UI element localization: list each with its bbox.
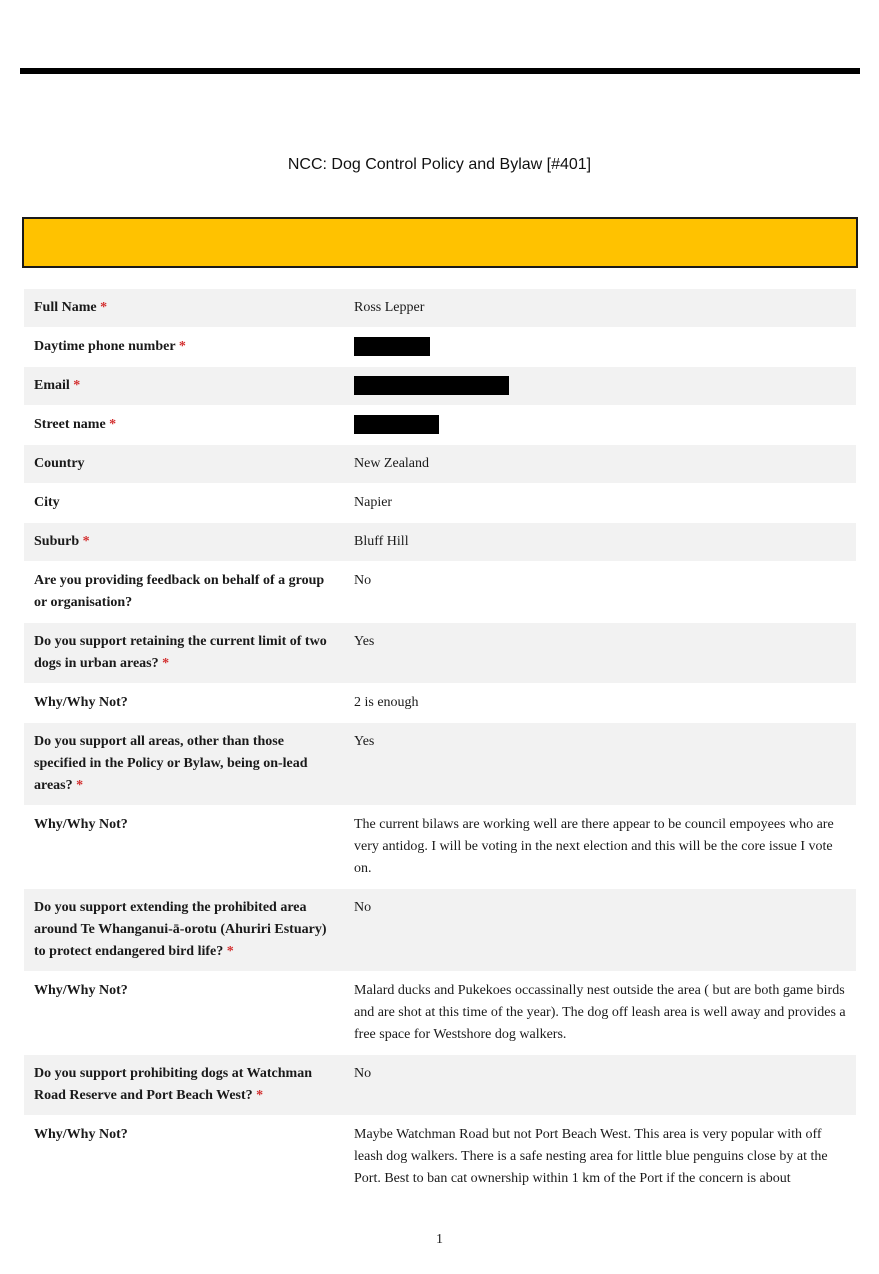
field-value: Malard ducks and Pukekoes occassinally nest outside the area ( but are both game birds and are shot at this time of the year). The dog off leash area is well away and provides a free space for Westshore dog walkers. [354, 983, 846, 1042]
table-row [24, 1116, 856, 1199]
required-marker: * [73, 378, 81, 393]
field-label: Daytime phone number * [34, 339, 186, 354]
table-row [24, 972, 856, 1055]
table-row [24, 723, 856, 806]
table-row [24, 684, 856, 723]
field-value: No [354, 1066, 372, 1081]
redaction-block [354, 337, 430, 356]
field-label: Do you support prohibiting dogs at Watchman Road Reserve and Port Beach West? * [34, 1066, 312, 1103]
field-value: Maybe Watchman Road but not Port Beach West. This area is very popular with off leash dog walkers. There is a safe nesting area for little blue penguins close by at the Port. Best to ban cat ownership within 1 km of the Port if the concern is about [354, 1127, 828, 1186]
required-marker: * [76, 778, 84, 793]
field-label: Street name * [34, 417, 117, 432]
field-value [344, 367, 856, 405]
field-label: Do you support all areas, other than those specified in the Policy or Bylaw, being on-lead areas? * [34, 734, 308, 793]
field-label: Full Name * [34, 300, 108, 315]
field-label: Why/Why Not? [34, 1127, 128, 1142]
field-value: The current bilaws are working well are there appear to be council empoyees who are very antidog. I will be voting in the next election and this will be the core issue I vote on. [354, 817, 834, 876]
field-label: Suburb * [34, 534, 90, 549]
field-label: Why/Why Not? [34, 695, 128, 710]
section-banner [22, 217, 858, 268]
field-value: No [354, 900, 372, 915]
field-label: Do you support extending the prohibited area around Te Whanganui-ā-orotu (Ahuriri Estuary) to protect endangered bird life? * [34, 900, 327, 959]
table-row [24, 523, 856, 562]
table-row [24, 806, 856, 889]
table-row [24, 623, 856, 684]
field-value: Ross Lepper [354, 300, 425, 315]
page-number: 1 [436, 1232, 443, 1247]
field-label: City [34, 495, 60, 510]
field-value: Yes [354, 734, 375, 749]
submission-table [24, 289, 856, 1199]
required-marker: * [256, 1088, 264, 1103]
table-row [24, 445, 856, 484]
field-label: Why/Why Not? [34, 983, 128, 998]
document-title: NCC: Dog Control Policy and Bylaw [#401] [287, 156, 592, 173]
redaction-block [354, 376, 509, 395]
table-row [24, 889, 856, 972]
required-marker: * [178, 339, 186, 354]
field-label: Country [34, 456, 85, 471]
table-row [24, 1055, 856, 1116]
required-marker: * [162, 656, 170, 671]
field-value [344, 406, 856, 444]
table-row [24, 328, 856, 367]
field-value: Yes [354, 634, 375, 649]
header-rule [20, 68, 860, 74]
required-marker: * [82, 534, 90, 549]
table-row [24, 406, 856, 445]
field-value: 2 is enough [354, 695, 419, 710]
table-row [24, 484, 856, 523]
redaction-block [354, 415, 439, 434]
required-marker: * [109, 417, 117, 432]
field-label: Are you providing feedback on behalf of a group or organisation? [34, 573, 325, 610]
table-row [24, 289, 856, 328]
required-marker: * [226, 944, 234, 959]
field-value: New Zealand [354, 456, 430, 471]
field-value: Bluff Hill [354, 534, 409, 549]
table-row [24, 367, 856, 406]
field-value [344, 328, 856, 366]
table-row [24, 562, 856, 623]
field-label: Why/Why Not? [34, 817, 128, 832]
field-value: No [354, 573, 372, 588]
field-label: Email * [34, 378, 81, 393]
field-value: Napier [354, 495, 393, 510]
required-marker: * [100, 300, 108, 315]
field-label: Do you support retaining the current limit of two dogs in urban areas? * [34, 634, 327, 671]
